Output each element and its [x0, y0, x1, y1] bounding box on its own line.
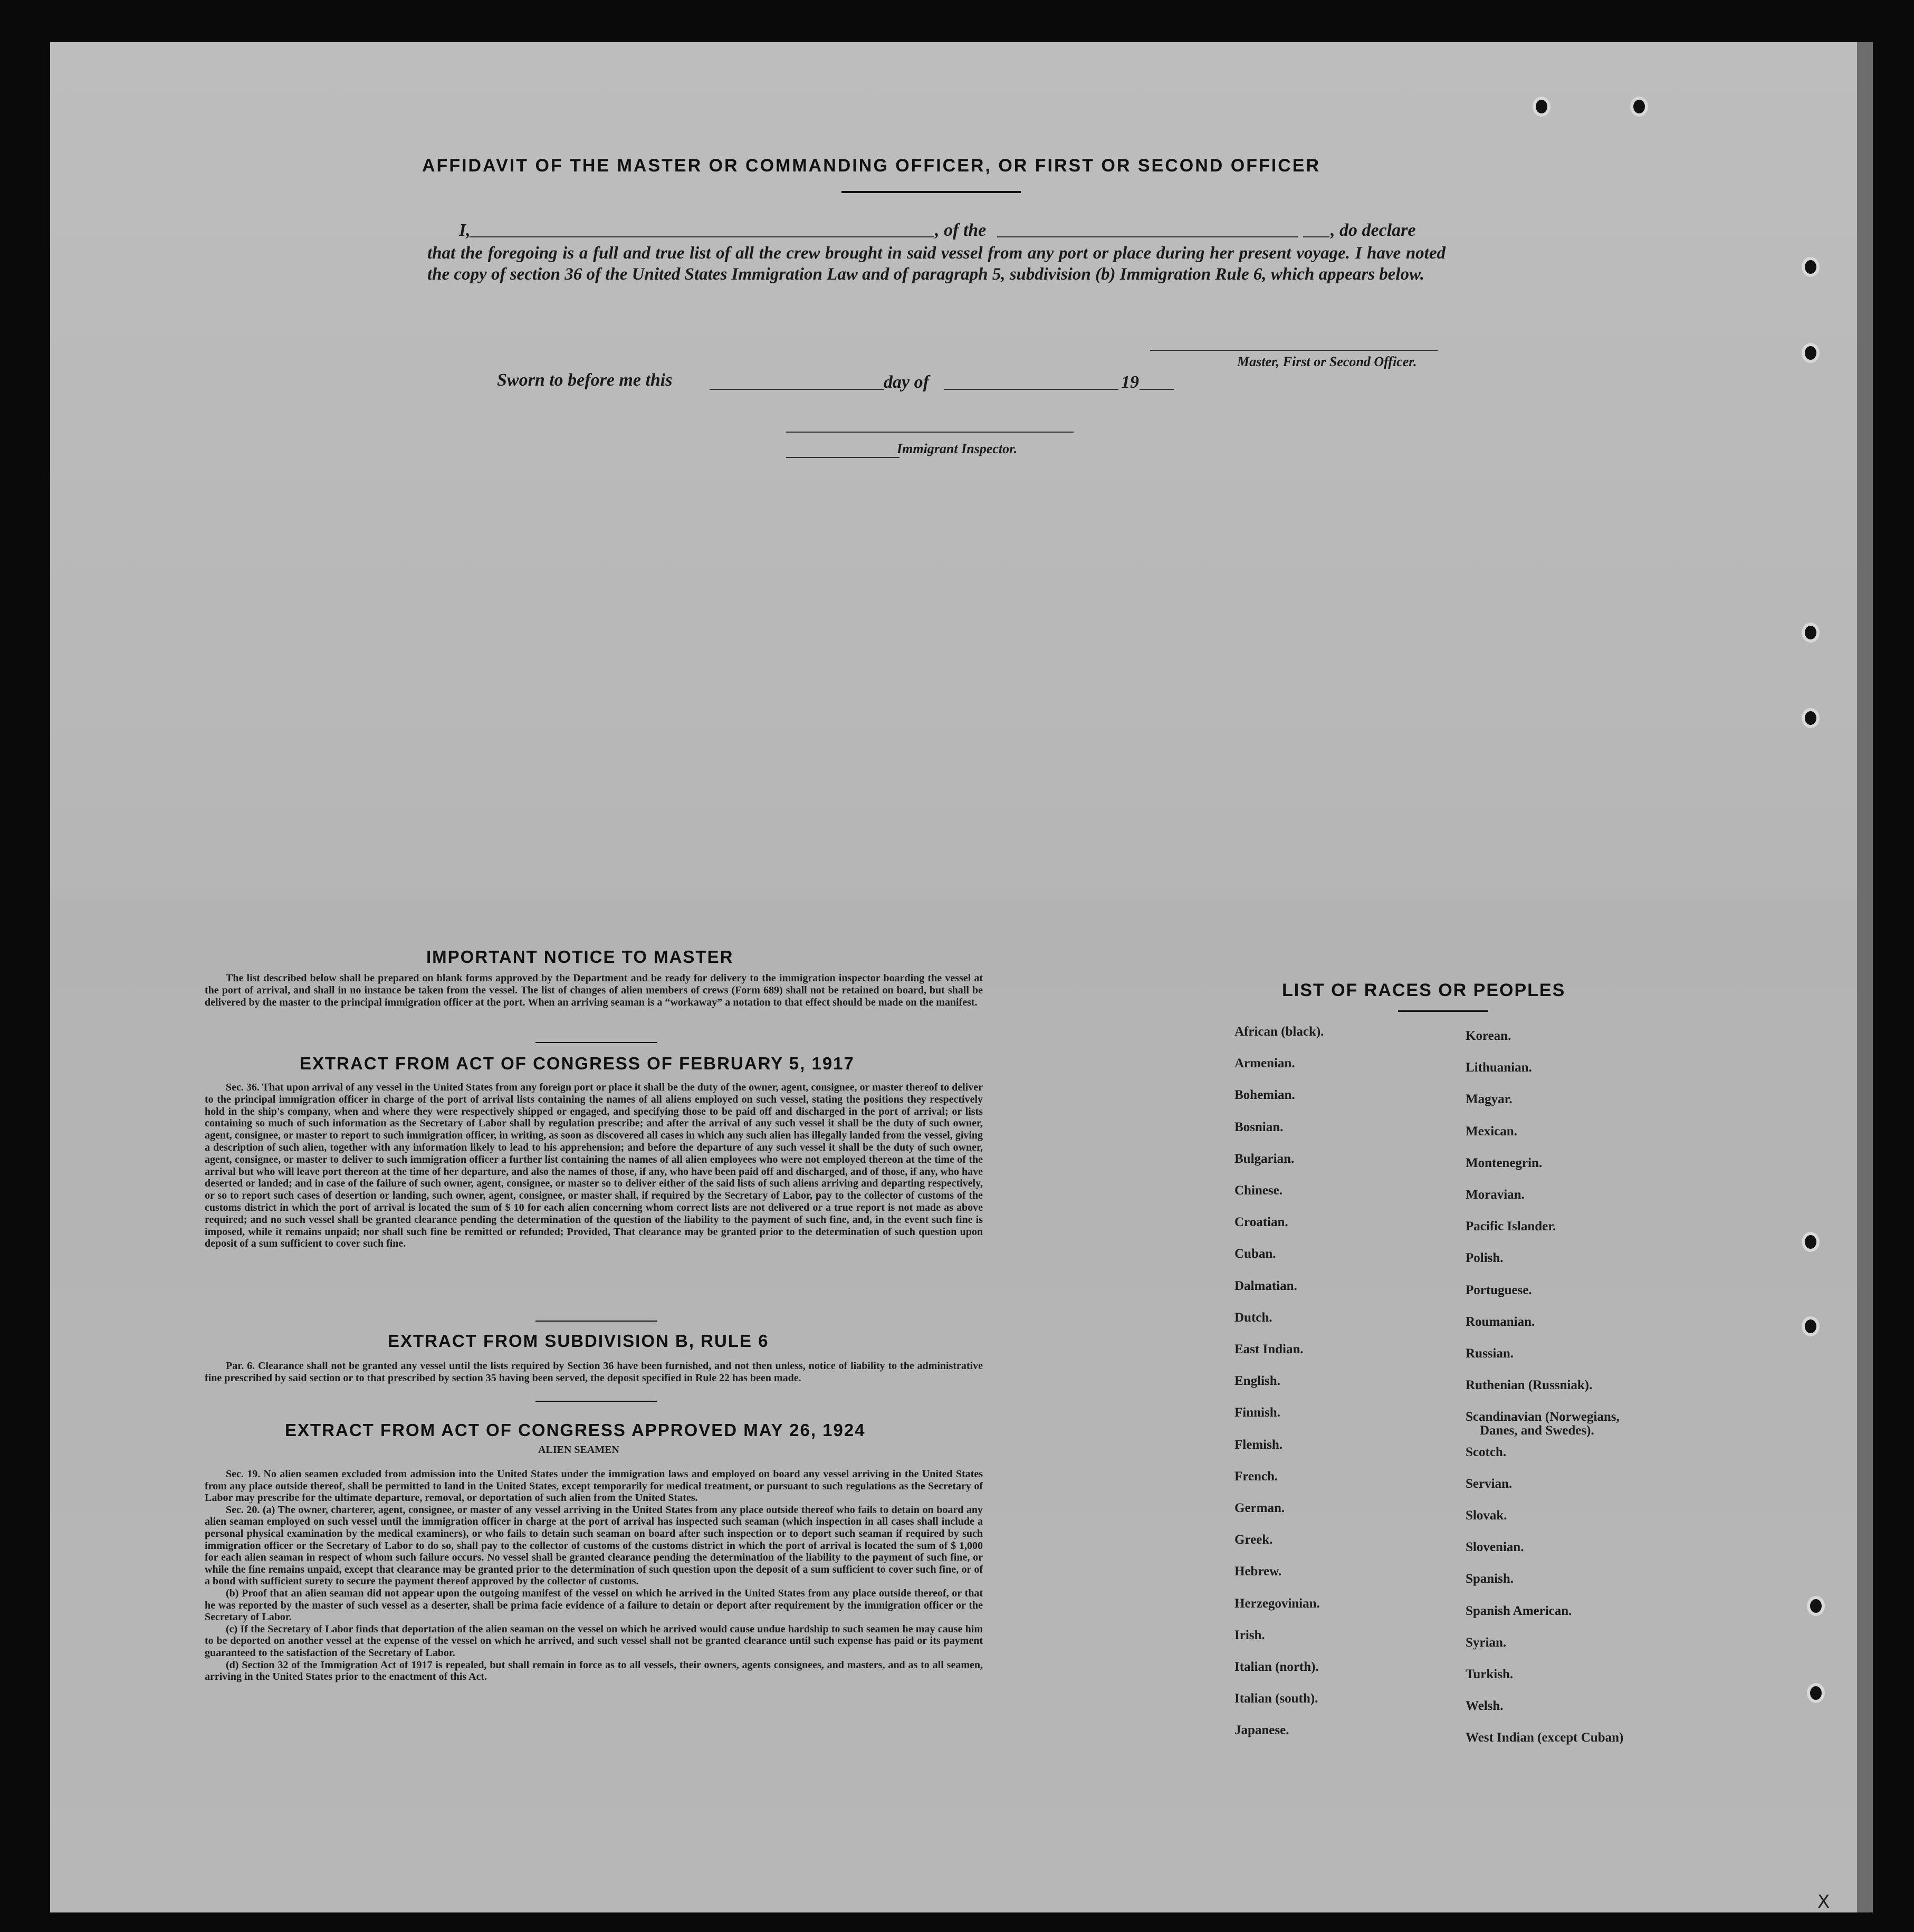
- race-item: Bulgarian.: [1234, 1151, 1295, 1166]
- sworn-month-field[interactable]: [944, 389, 1118, 390]
- punch-hole: [1802, 623, 1820, 643]
- race-item: Slovak.: [1466, 1508, 1507, 1523]
- race-item: French.: [1234, 1469, 1278, 1484]
- race-item: Mexican.: [1466, 1124, 1517, 1139]
- race-item: Italian (south).: [1234, 1691, 1318, 1706]
- race-item: Croatian.: [1234, 1215, 1288, 1230]
- race-item: Dutch.: [1234, 1310, 1272, 1325]
- race-item: East Indian.: [1234, 1342, 1304, 1356]
- divider: [535, 1042, 657, 1043]
- race-item: Italian (north).: [1234, 1660, 1319, 1674]
- race-item: Spanish.: [1466, 1572, 1514, 1586]
- race-item: Ruthenian (Russniak).: [1466, 1378, 1593, 1393]
- race-item: Syrian.: [1466, 1635, 1507, 1650]
- corner-mark: X: [1817, 1891, 1830, 1912]
- section-20a-paragraph: Sec. 20. (a) The owner, charterer, agent, consignee, or master of any vessel arriving in the United States from any place outside thereof who fails to detain on board any alien seaman employed on such vessel until the immigration officer in charge at the port of arrival has inspected such seaman (which inspection in all cases shall include a personal physical examination by the medical examiners), or who fails to detain such seaman on board after such inspection or to deport such seaman if required by such immigration officer or the Secretary of Labor to do so, shall pay to the collector of customs of the customs district in which the port of arrival is located the sum of $ 1,000 for each alien seaman in respect of whom such failure occurs. No vessel shall be granted clearance pending the determination of the liability to the payment of such fine, or while the fine remains unpaid, except that clearance may be granted prior to the determination of such question upon the deposit of a sum sufficient to cover such fine, or of a bond with sufficient surety to secure the payment thereof approved by the collector of customs.: [205, 1504, 983, 1587]
- punch-hole: [1807, 1683, 1825, 1703]
- section-20b-paragraph: (b) Proof that an alien seaman did not appear upon the outgoing manifest of the vessel on which he arrived in the United States from any place outside thereof, or that he was reported by the master of such vessel as a deserter, shall be prima facie evidence of a failure to detain or deport after requirement by the immigration officer or the Secretary of Labor.: [205, 1587, 983, 1623]
- race-item: Hebrew.: [1234, 1564, 1282, 1579]
- section-36-paragraph: Sec. 36. That upon arrival of any vessel in the United States from any foreign port or place it shall be the duty of the owner, agent, consignee, or master thereof to deliver to the principal immigration officer in charge of the port of arrival lists containing the names of all aliens employed on such vessel, stating the positions they respectively hold in the ship's company, when and where they were respectively shipped or engaged, and specifying those to be paid off and discharged in the port of arrival; or lists containing so much of such information as the Secretary of Labor shall by regulation prescribe; and after the arrival of any such vessel it shall be the duty of such owner, agent, consignee, or master to report to such immigration officer, in writing, as soon as discovered all cases in which any such alien has illegally landed from the vessel, giving a description of such alien, together with any information likely to lead to his apprehension; and before the departure of any such vessel it shall be the duty of such owner, agent, consignee, or master to deliver to such immigration officer a further list containing the names of all alien employees who were not employed thereon at the time of the arrival but who will leave port thereon at the time of her departure, and also the names of those, if any, who have been paid off and discharged, and of those, if any, who have deserted or landed; and in case of the failure of such owner, agent, consignee, or master so to deliver either of the said lists of such aliens arriving and departing respectively, or so to report such cases of desertion or landing, such owner, agent, consignee, or master shall, if required by the Secretary of Labor, pay to the collector of customs of the customs district in which the port of arrival is located the sum of $ 10 for each alien concerning whom correct lists are not delivered or a true report is not made as above required; and no such vessel shall be granted clearance pending the determination of the question of the liability to the payment of such fine, and, in the event such fine is imposed, while it remains unpaid; nor shall such fine be remitted or refunded; Provided, That clearance may be granted prior to the determination of such question upon deposit of a sum sufficient to cover such fine.: [205, 1082, 983, 1250]
- inspector-label: Immigrant Inspector.: [897, 441, 1018, 456]
- extract-1917-title: EXTRACT FROM ACT OF CONGRESS OF FEBRUARY 5, 1917: [300, 1054, 855, 1073]
- race-item: Spanish American.: [1466, 1603, 1572, 1618]
- title-rule: [841, 191, 1021, 193]
- race-item: African (black).: [1234, 1025, 1324, 1039]
- race-item: Greek.: [1234, 1533, 1273, 1547]
- race-item: Russian.: [1466, 1346, 1514, 1361]
- punch-hole: [1802, 257, 1820, 277]
- race-item: West Indian (except Cuban): [1466, 1730, 1624, 1745]
- race-item: Scotch.: [1466, 1445, 1507, 1459]
- race-item: Armenian.: [1234, 1056, 1295, 1071]
- affiant-prefix: I,: [459, 221, 471, 240]
- race-item: Montenegrin.: [1466, 1155, 1543, 1170]
- section-19-paragraph: Sec. 19. No alien seamen excluded from admission into the United States under the immigration laws and employed on board any vessel arriving in the United States from any place outside thereof, shall be permitted to land in the United States, except temporarily for medical treatment, or pursuant to such regulations as the Secretary of Labor may prescribe for the ultimate departure, removal, or deportation of such alien from the United States.: [205, 1468, 983, 1504]
- punch-hole: [1802, 343, 1820, 363]
- day-of-label: day of: [884, 372, 929, 392]
- race-item: Danes, and Swedes).: [1480, 1423, 1594, 1438]
- race-item: Cuban.: [1234, 1247, 1276, 1261]
- sworn-day-field[interactable]: [710, 389, 884, 390]
- race-item: Moravian.: [1466, 1188, 1525, 1202]
- race-item: Pacific Islander.: [1466, 1219, 1556, 1234]
- inspector-signature-line-short[interactable]: [786, 457, 899, 458]
- race-item: Slovenian.: [1466, 1540, 1524, 1555]
- sworn-year-field[interactable]: [1140, 389, 1174, 390]
- divider: [535, 1321, 657, 1322]
- race-item: Lithuanian.: [1466, 1060, 1532, 1075]
- rule6-paragraph: Par. 6. Clearance shall not be granted any vessel until the lists required by Section 36 have been furnished, and not then unless, notice of liability to the administrative fine prescribed by said section or to that prescribed by section 35 having been served, the deposit specified in Rule 22 has been made.: [205, 1360, 983, 1384]
- section-20c-paragraph: (c) If the Secretary of Labor finds that deportation of the alien seaman on the vessel on which he arrived would cause undue hardship to such seamen he may cause him to be deported on another vessel at the expense of the vessel on which he arrived, and such vessel shall not be granted clearance until such expense has paid or its payment guaranteed to the satisfaction of the Secretary of Labor.: [205, 1623, 983, 1659]
- punch-hole: [1802, 1232, 1820, 1252]
- race-item: Bohemian.: [1234, 1088, 1295, 1103]
- race-item: Bosnian.: [1234, 1120, 1284, 1134]
- inspector-signature-line[interactable]: [786, 432, 1074, 433]
- race-item: Japanese.: [1234, 1723, 1289, 1738]
- vessel-field-tail[interactable]: [1303, 236, 1329, 237]
- punch-hole: [1630, 97, 1648, 117]
- race-item: German.: [1234, 1501, 1285, 1515]
- of-the-label: , of the: [935, 221, 987, 240]
- race-item: Magyar.: [1466, 1092, 1513, 1107]
- races-title-rule: [1398, 1010, 1488, 1012]
- race-item: Turkish.: [1466, 1667, 1514, 1682]
- race-item: Portuguese.: [1466, 1283, 1532, 1297]
- section-20d-paragraph: (d) Section 32 of the Immigration Act of 1917 is repealed, but shall remain in force as to all vessels, their owners, agents consignees, and masters, and as to all seamen, arriving in the United States prior to the enactment of this Act.: [205, 1659, 983, 1683]
- race-item: Scandinavian (Norwegians,: [1466, 1410, 1620, 1424]
- race-item: Servian.: [1466, 1476, 1513, 1491]
- race-item: Dalmatian.: [1234, 1278, 1297, 1293]
- race-item: Irish.: [1234, 1628, 1265, 1642]
- extract-1924-title: EXTRACT FROM ACT OF CONGRESS APPROVED MAY 26, 1924: [285, 1420, 866, 1440]
- year-prefix: 19: [1121, 372, 1139, 392]
- sworn-label: Sworn to before me this: [497, 370, 673, 390]
- alien-seamen-subtitle: ALIEN SEAMEN: [538, 1444, 619, 1456]
- race-item: Polish.: [1466, 1251, 1504, 1266]
- race-item: English.: [1234, 1374, 1280, 1389]
- extract-1924-text: [205, 1468, 983, 1683]
- race-item: Roumanian.: [1466, 1314, 1535, 1329]
- race-item: Flemish.: [1234, 1437, 1283, 1452]
- race-item: Finnish.: [1234, 1405, 1280, 1420]
- name-field[interactable]: [470, 236, 934, 237]
- punch-hole: [1807, 1596, 1825, 1616]
- races-title: LIST OF RACES OR PEOPLES: [1282, 980, 1566, 1000]
- punch-hole: [1802, 708, 1820, 728]
- race-item: Herzegovinian.: [1234, 1596, 1320, 1611]
- notice-text: [205, 972, 983, 1009]
- race-item: Chinese.: [1234, 1183, 1283, 1198]
- do-declare-label: , do declare: [1331, 221, 1416, 240]
- punch-hole: [1802, 1316, 1820, 1336]
- master-signature-label: Master, First or Second Officer.: [1237, 354, 1417, 369]
- extract-1917-text: [205, 1082, 983, 1250]
- vessel-field[interactable]: [997, 236, 1298, 237]
- rule6-title: EXTRACT FROM SUBDIVISION B, RULE 6: [388, 1331, 769, 1351]
- affidavit-title: AFFIDAVIT OF THE MASTER OR COMMANDING OFFICER, OR FIRST OR SECOND OFFICER: [422, 156, 1320, 176]
- punch-hole: [1533, 97, 1551, 117]
- notice-title: IMPORTANT NOTICE TO MASTER: [426, 947, 734, 967]
- divider: [535, 1401, 657, 1402]
- page-edge: [1857, 42, 1873, 1912]
- race-item: Korean.: [1466, 1029, 1511, 1043]
- master-signature-line[interactable]: [1150, 350, 1438, 351]
- rule6-text: [205, 1360, 983, 1384]
- race-item: Welsh.: [1466, 1699, 1504, 1714]
- affidavit-body: that the foregoing is a full and true list of all the crew brought in said vessel from any port or place during her present voyage. I have noted the copy of section 36 of the United States Immigration Law and of paragraph 5, subdivision (b) Immigration Rule 6, which appears below.: [427, 244, 1446, 284]
- notice-paragraph: The list described below shall be prepared on blank forms approved by the Department and be ready for delivery to the immigration inspector boarding the vessel at the port of arrival, and shall in no instance be taken from the vessel. The list of changes of alien members of crews (Form 689) shall not be retained on board, but shall be delivered by the master to the principal immigration officer at the port. When an arriving seaman is a “workaway” a notation to that effect should be made on the manifest.: [205, 972, 983, 1008]
